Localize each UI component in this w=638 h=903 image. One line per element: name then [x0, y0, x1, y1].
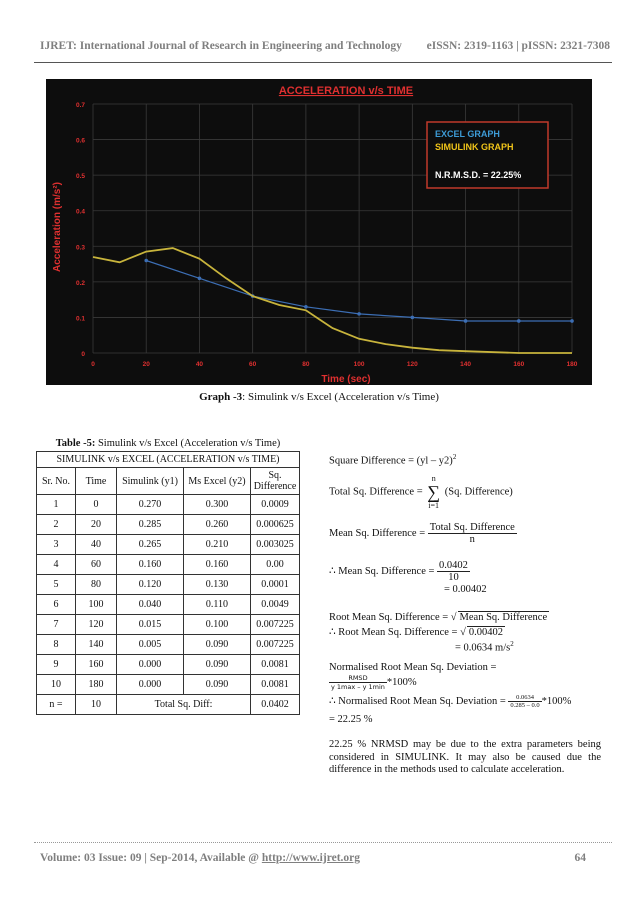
table-cell: 7	[37, 615, 76, 635]
y-axis-label: Acceleration (m/s²)	[52, 181, 63, 273]
table-cell: 4	[37, 555, 76, 575]
table-cell: 0.000	[117, 675, 184, 695]
table-cell: 0.003025	[251, 535, 300, 555]
header-rule	[34, 62, 612, 63]
chart-series	[93, 248, 574, 353]
table-row	[37, 515, 300, 535]
table-row	[37, 495, 300, 515]
legend-simulink: SIMULINK GRAPH	[435, 142, 514, 152]
x-tick-label: 120	[406, 361, 418, 368]
page-number: 64	[574, 852, 586, 864]
header-time: Time	[76, 468, 117, 495]
nrmsd-result: = 22.25 %	[329, 714, 373, 725]
table-cell: 20	[76, 515, 117, 535]
x-tick-label: 20	[142, 361, 150, 368]
y-tick-label: 0.2	[75, 279, 85, 287]
table-cell: 1	[37, 495, 76, 515]
table-cell: 6	[37, 595, 76, 615]
table-row	[37, 615, 300, 635]
table-cell: 0.160	[117, 555, 184, 575]
table-super-header: SIMULINK v/s EXCEL (ACCELERATION v/s TIME)	[37, 452, 300, 468]
chart-legend	[427, 122, 548, 188]
table-cell: 0.005	[117, 635, 184, 655]
y-tick-label: 0.7	[75, 102, 85, 109]
y-tick-label: 0.4	[75, 208, 85, 216]
table-cell: 0.0081	[251, 655, 300, 675]
eq-mean-sq-difference: Mean Sq. Difference = $\frac{\text{Total Sq. Difference}}{n}$	[329, 522, 515, 545]
table-cell: 0	[76, 495, 117, 515]
header-simulink: Simulink (y1)	[117, 468, 184, 495]
table-cell: 80	[76, 575, 117, 595]
table-row	[37, 635, 300, 655]
table-cell: 0.120	[117, 575, 184, 595]
table-title	[36, 438, 300, 449]
eq-mean-sq-difference-value: ∴ Mean Sq. Difference = $\frac{0.0402}{10}$	[329, 560, 468, 583]
y-tick-label: 0	[81, 351, 85, 358]
table-body	[37, 495, 300, 695]
table-cell: 8	[37, 635, 76, 655]
header-sr-no: Sr. No.	[37, 468, 76, 495]
table-row	[37, 555, 300, 575]
nrmsd-annotation: N.R.M.S.D. = 22.25%	[435, 170, 522, 180]
table-cell: 9	[37, 655, 76, 675]
table-cell: 0.265	[117, 535, 184, 555]
journal-name: IJRET: International Journal of Research in Engineering and Technology	[40, 40, 402, 52]
rmsd-result: = 0.0634 $m/s^2$	[455, 640, 514, 654]
header-excel: Ms Excel (y2)	[184, 468, 251, 495]
table-row	[37, 675, 300, 695]
table-cell: 0.0001	[251, 575, 300, 595]
conclusion-paragraph: 22.25 % NRMSD may be due to the extra parameters being considered in SIMULINK. It may also be caused due the difference in the methods used to calculate acceleration.	[329, 739, 601, 775]
results-table	[36, 451, 300, 715]
chart-svg	[46, 79, 592, 385]
footer-total-value: 0.0402	[251, 695, 300, 715]
table-cell: 0.000625	[251, 515, 300, 535]
table-cell: 0.0009	[251, 495, 300, 515]
mean-fraction: $\frac{\text{Total Sq. Difference}}{n}$	[429, 522, 515, 545]
footer-n-value: 10	[76, 695, 117, 715]
eq-root-mean-sq: Root Mean Sq. Difference = √ Mean Sq. Difference	[329, 612, 548, 623]
x-tick-label: 180	[566, 361, 578, 368]
table-cell: 5	[37, 575, 76, 595]
x-tick-label: 40	[195, 361, 204, 368]
journal-link[interactable]: http://www.ijret.org	[261, 852, 361, 864]
table-cell: 0.160	[184, 555, 251, 575]
table-cell: 0.007225	[251, 635, 300, 655]
table-cell: 2	[37, 515, 76, 535]
table-title-label: Table -5:	[55, 438, 96, 449]
caption-label: Graph -3	[199, 391, 243, 403]
simulink-series-line	[93, 248, 572, 353]
x-tick-label: 0	[91, 361, 95, 368]
table-cell: 40	[76, 535, 117, 555]
excel-data-point	[144, 259, 148, 263]
table-cell: 0.007225	[251, 615, 300, 635]
eq-nrmsd: Normalised Root Mean Sq. Deviation =	[329, 662, 497, 673]
excel-data-point	[464, 319, 468, 323]
x-tick-label: 140	[460, 361, 471, 368]
table-row	[37, 535, 300, 555]
footer-total-label: Total Sq. Diff:	[117, 695, 251, 715]
table-title-text: Simulink v/s Excel (Acceleration v/s Time)	[95, 438, 281, 449]
eq-nrmsd-value: ∴ Normalised Root Mean Sq. Deviation = $\frac{0.0634}{0.285 - 0.0}$ *100%	[329, 694, 572, 709]
excel-data-point	[517, 319, 521, 323]
table-cell: 0.300	[184, 495, 251, 515]
table-cell: 0.015	[117, 615, 184, 635]
table-cell: 0.210	[184, 535, 251, 555]
acceleration-chart	[46, 79, 592, 385]
footer-text: Volume: 03 Issue: 09 | Sep-2014, Available @	[40, 852, 262, 864]
table-cell: 0.0049	[251, 595, 300, 615]
table-row	[37, 655, 300, 675]
table-cell: 0.100	[184, 615, 251, 635]
mean-value-fraction: $\frac{0.0402}{10}$	[439, 560, 468, 583]
table-cell: 140	[76, 635, 117, 655]
table-cell: 160	[76, 655, 117, 675]
table-cell: 0.00	[251, 555, 300, 575]
sum-symbol: n ∑ i=1	[427, 474, 441, 510]
x-tick-label: 100	[353, 361, 365, 368]
chart-title: ACCELERATION v/s TIME	[278, 85, 414, 97]
table-cell: 0.090	[184, 655, 251, 675]
issn-text: eISSN: 2319-1163 | pISSN: 2321-7308	[426, 40, 610, 52]
table-cell: 10	[37, 675, 76, 695]
table-cell: 120	[76, 615, 117, 635]
excel-data-point	[357, 312, 361, 316]
excel-data-point	[198, 277, 202, 281]
nrmsd-fraction: $\frac{\text{RMSD}}{y 1\max - y 1\min}$	[331, 674, 385, 691]
table-cell: 100	[76, 595, 117, 615]
y-tick-label: 0.5	[75, 173, 85, 181]
excel-data-point	[411, 316, 415, 320]
table-cell: 0.090	[184, 635, 251, 655]
y-tick-label: 0.6	[75, 137, 85, 145]
table-cell: 0.110	[184, 595, 251, 615]
table-row	[37, 575, 300, 595]
caption-text: : Simulink v/s Excel (Acceleration v/s Time)	[242, 391, 439, 403]
table-cell: 0.090	[184, 675, 251, 695]
table-cell: 0.040	[117, 595, 184, 615]
table-row	[37, 595, 300, 615]
table-cell: 0.285	[117, 515, 184, 535]
footer-rule	[34, 842, 612, 843]
x-tick-label: 80	[302, 361, 310, 368]
table-cell: 0.0081	[251, 675, 300, 695]
table-cell: 0.130	[184, 575, 251, 595]
header-sq-diff: Sq. Difference	[251, 468, 300, 495]
eq-square-difference: Square Difference = (yl – y2)$^2$	[329, 453, 457, 467]
table-cell: 0.000	[117, 655, 184, 675]
mean-result: = 0.00402	[444, 584, 487, 595]
x-tick-label: 160	[513, 361, 525, 368]
page-footer	[40, 852, 360, 864]
eq-nrmsd-formula: $\frac{\text{RMSD}}{y 1\max - y 1\min}$ *100%	[331, 674, 417, 691]
excel-data-point	[570, 319, 574, 323]
eq-total-sq-difference: Total Sq. Difference = n ∑ i=1 (Sq. Difference)	[329, 474, 513, 510]
x-axis-label: Time (sec)	[321, 374, 371, 385]
table-cell: 180	[76, 675, 117, 695]
table-cell: 60	[76, 555, 117, 575]
table-cell: 0.270	[117, 495, 184, 515]
y-tick-label: 0.3	[75, 244, 85, 252]
table-cell: 3	[37, 535, 76, 555]
footer-n-label: n =	[37, 695, 76, 715]
nrmsd-value-fraction: $\frac{0.0634}{0.285 - 0.0}$	[510, 694, 540, 709]
excel-data-point	[304, 305, 308, 309]
legend-excel: EXCEL GRAPH	[435, 129, 500, 139]
x-tick-label: 60	[249, 361, 257, 368]
table-cell: 0.260	[184, 515, 251, 535]
page-header	[0, 40, 638, 58]
eq-root-mean-sq-value: ∴ Root Mean Sq. Difference = √ 0.00402	[329, 627, 503, 638]
graph-caption	[0, 391, 638, 403]
y-tick-label: 0.1	[75, 315, 85, 323]
